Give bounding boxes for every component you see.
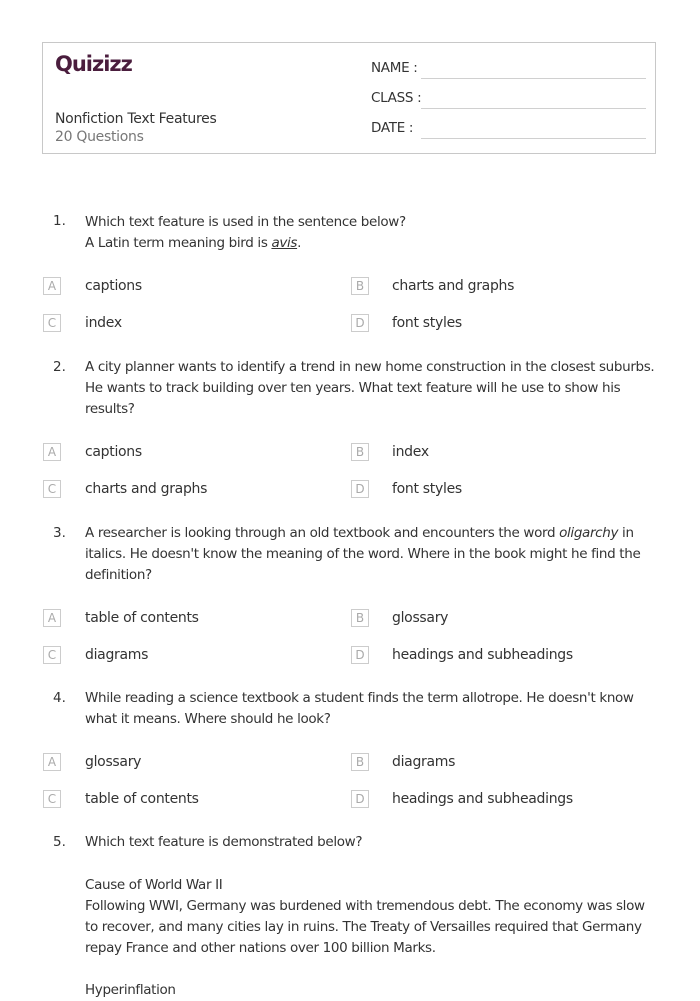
option-d-box: D (351, 790, 369, 808)
question-text (85, 523, 660, 586)
option-b-box: B (351, 609, 369, 627)
option-d-text: font styles (392, 481, 462, 497)
worksheet-title: Nonfiction Text Features (55, 111, 217, 127)
option-b-text: charts and graphs (392, 278, 515, 294)
option-b-text: diagrams (392, 754, 456, 770)
option-a-box: A (43, 277, 61, 295)
option-d-box: D (351, 646, 369, 664)
question-number: 4. (53, 690, 66, 706)
question-count: 20 Questions (55, 129, 144, 145)
option-b-box: B (351, 443, 369, 461)
option-b-box: B (351, 753, 369, 771)
question-number: 2. (53, 359, 66, 375)
option-c-box: C (43, 646, 61, 664)
option-d-text: headings and subheadings (392, 647, 573, 663)
quizizz-logo: Quizizz (55, 52, 132, 76)
option-a-text: glossary (85, 754, 142, 770)
italic-term: oligarchy (559, 525, 619, 541)
option-c-text: diagrams (85, 647, 149, 663)
emphasized-term: avis (271, 235, 298, 251)
date-label: DATE : (371, 120, 414, 136)
option-c-box: C (43, 790, 61, 808)
question-number: 5. (53, 834, 66, 850)
option-c-text: charts and graphs (85, 481, 208, 497)
option-a-box: A (43, 609, 61, 627)
name-line (421, 78, 646, 79)
passage-heading: Cause of World War II (85, 877, 223, 893)
option-a-text: captions (85, 444, 142, 460)
option-c-text: index (85, 315, 122, 331)
question-text: A city planner wants to identify a trend in new home construction in the closest suburbs. He wants to track building over ten years. What text feature will he use to show his results? (85, 359, 655, 417)
sentence-text: A Latin term meaning bird is (85, 235, 272, 251)
option-b-box: B (351, 277, 369, 295)
option-b-text: index (392, 444, 429, 460)
option-c-box: C (43, 314, 61, 332)
option-c-box: C (43, 480, 61, 498)
name-label: NAME : (371, 60, 418, 76)
question-text-end: in italics. He doesn't know the meaning of the word. Where in the book might he find the definition? (85, 525, 641, 583)
question-text (85, 212, 660, 254)
option-d-text: font styles (392, 315, 462, 331)
question-text-start: A researcher is looking through an old textbook and encounters the word (85, 525, 560, 541)
option-a-box: A (43, 753, 61, 771)
option-d-text: headings and subheadings (392, 791, 573, 807)
question-line (85, 233, 660, 254)
question-text: While reading a science textbook a student finds the term allotrope. He doesn't know what it means. Where should he look? (85, 690, 634, 727)
option-b-text: glossary (392, 610, 449, 626)
option-a-text: table of contents (85, 610, 199, 626)
sentence-end: . (297, 235, 302, 251)
option-a-text: captions (85, 278, 142, 294)
question-text: Which text feature is demonstrated below? (85, 834, 363, 850)
passage-body: Following WWI, Germany was burdened with tremendous debt. The economy was slow to recover, and many cities lay in ruins. The Treaty of Versailles required that Germany repay France and other nations over 100 billion Marks. (85, 898, 645, 956)
option-d-box: D (351, 480, 369, 498)
class-label: CLASS : (371, 90, 422, 106)
worksheet-header (42, 42, 656, 154)
passage-heading-2: Hyperinflation (85, 982, 176, 998)
option-a-box: A (43, 443, 61, 461)
date-line (421, 138, 646, 139)
option-c-text: table of contents (85, 791, 199, 807)
option-d-box: D (351, 314, 369, 332)
question-number: 1. (53, 213, 66, 229)
class-line (421, 108, 646, 109)
question-number: 3. (53, 525, 66, 541)
question-line: Which text feature is used in the sentence below? (85, 214, 406, 230)
